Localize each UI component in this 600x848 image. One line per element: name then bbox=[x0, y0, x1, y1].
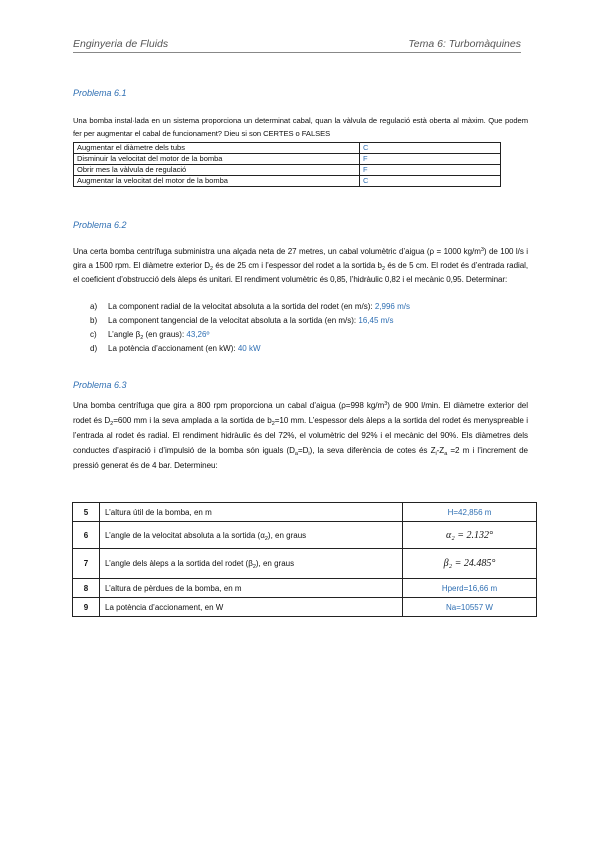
answer-cell: C bbox=[360, 176, 501, 187]
answer-cell: Hperd=16,66 m bbox=[403, 579, 537, 598]
problem-3-statement: Una bomba centrífuga que gira a 800 rpm proporciona un cabal d’aigua (ρ=998 $kg/m^3$) de 900 l/min. El diàmetre exterior del rodet és $D_2=600$ mm i la seva amplada a la sortida de $b_2=10$ mm. L’espessor dels àleps a la sortida del rodet és menyspreable i l’entrada al rodet és radial. El rendiment hidràulic és del 72%, el volumètric del 92% i el mecànic del 90%. Els diàmetres dels conductes d’aspiració i d’impulsió de la bomba són iguals $(D_a=D_i)$, la seva diferència de cotes és $Z_i-Z_a =2$ m i l’increment de pressió generat és de 4 bar. Determineu: bbox=[73, 401, 528, 470]
table-row: 7 L’angle dels àleps a la sortida del rodet $(\beta_2)$, en graus β₂ = 24.485° bbox=[73, 549, 537, 579]
answer-cell: β₂ = 24.485° bbox=[403, 549, 537, 579]
problem-2-statement: Una certa bomba centrífuga subministra una alçada neta de 27 metres, un cabal volumètric d’aigua (ρ = 1000 $kg/m^3$) de 100 l/s i gira a 1500 rpm. El diàmetre exterior $D_2$ és de 25 cm i l’espessor del rodet a la sortida $b_2$ és de 5 cm. El rodet és d’entrada radial, el coeficient d’obstrucció dels àleps és unitari. El rendiment volumètric és 0,85, l’hidràulic 0,82 i el mecànic 0,95. Determinar: bbox=[73, 247, 528, 284]
problem-2-title: Problema 6.2 bbox=[73, 220, 127, 230]
statement-cell: Augmentar el diàmetre dels tubs bbox=[74, 143, 360, 154]
answer-cell: F bbox=[360, 154, 501, 165]
table-row: 9 La potència d’accionament, en W Na=10557 W bbox=[73, 598, 537, 617]
problem-1-title: Problema 6.1 bbox=[73, 88, 127, 98]
header-divider bbox=[73, 52, 521, 53]
table-row bbox=[74, 165, 501, 176]
table-row: 8 L’altura de pèrdues de la bomba, en m Hperd=16,66 m bbox=[73, 579, 537, 598]
statement-cell: Disminuir la velocitat del motor de la bomba bbox=[74, 154, 360, 165]
answer-cell: F bbox=[360, 165, 501, 176]
page-header bbox=[73, 38, 521, 52]
statement-cell: Augmentar la velocitat del motor de la bomba bbox=[74, 176, 360, 187]
problem-1-statement: Una bomba instal·lada en un sistema proporciona un determinat cabal, quan la vàlvula de regulació està oberta al màxim. Que podem fer per augmentar el cabal de funcionament? Dieu si son CERTES o FALSES bbox=[73, 116, 528, 138]
table-row bbox=[74, 154, 501, 165]
answer-cell: Na=10557 W bbox=[403, 598, 537, 617]
answer: 16,45 m/s bbox=[358, 316, 394, 325]
answer-cell: α₂ = 2.132° bbox=[403, 522, 537, 549]
table-row bbox=[74, 176, 501, 187]
document-page: Enginyeria de Fluids Tema 6: Turbomàquines Problema 6.1 Una bomba instal·lada en un sistema proporciona un determinat cabal, quan la vàlvula de regulació està oberta al màxim. Que podem fer per augmentar el cabal de funcionament? Dieu si son CERTES o FALSES Augmentar el diàmetre dels tubs C Disminuir la velocitat del motor de la bomba F Obrir mes la vàlvula de regulació F Augmentar la velocitat del motor de la bomba C Problema 6.2 Una certa bomba centrífuga subministra una alçada neta de 27 metres, un cabal volumètric d’aigua (ρ = 1000 $kg/m^3$) de 100 l/s i gira a 1500 rpm. El diàmetre exterior $D_2$ és de 25 cm i l’espessor del rodet a la sortida $b_2$ és de 5 cm. El rodet és d’entrada radial, el coeficient d’obstrucció dels àleps és unitari. El rendiment volumètric és 0,85, l’hidràulic 0,82 i el mecànic 0,95. Determinar: a) La component radial de la velocitat absoluta a la sortida del rodet (en m/s): 2,996 m/s b) La component tangencial de la velocitat absoluta a la sortida (en m/s): 16,45 m/s c) L’angle $\beta_2$ (en graus): 43,26º d) La potència d’accionament (en kW): 40 kW Problema 6.3 Una bomba centrífuga que gira a 800 rpm proporciona un cabal d’aigua (ρ=998 $kg/m^3$) de 900 l/min. El diàmetre exterior del rodet és $D_2=600$ mm i la seva amplada a la sortida de $b_2=10$ mm. L’espessor dels àleps a la sortida del rodet és menyspreable i l’entrada al rodet és radial. El rendiment hidràulic és del 72%, el volumètric del 92% i el mecànic del 90%. Els diàmetres dels conductes d’aspiració i d’impulsió de la bomba són iguals $(D_a=D_i)$, la seva diferència de cotes és $Z_i-Z_a =2$ m i l’increment de pressió generat és de 4 bar. Determineu: 5 L’altura útil de la bomba, en m H=42,856 m 6 L’angle de la velocitat absoluta a la sortida $(\alpha_2)$, en graus α₂ = 2.132° 7 L’angle dels àleps a la sortida del rodet $(\beta_2)$, en graus β₂ = 24.485° 8 L’altura de pèrdues de la bomba, en m Hperd=16,66 m 9 La potència d’accionament, en W Na=10557 W bbox=[0, 0, 600, 848]
answer: 43,26º bbox=[186, 330, 210, 339]
statement-cell: Obrir mes la vàlvula de regulació bbox=[74, 165, 360, 176]
header-topic: Tema 6: Turbomàquines bbox=[408, 38, 521, 50]
answer: 2,996 m/s bbox=[374, 302, 410, 311]
answer-cell: C bbox=[360, 143, 501, 154]
header-course: Enginyeria de Fluids bbox=[73, 38, 169, 50]
problem-1-table bbox=[73, 142, 501, 187]
table-row: 5 L’altura útil de la bomba, en m H=42,856 m bbox=[73, 503, 537, 522]
table-row: 6 L’angle de la velocitat absoluta a la sortida $(\alpha_2)$, en graus α₂ = 2.132° bbox=[73, 522, 537, 549]
table-row bbox=[74, 143, 501, 154]
answer: 40 kW bbox=[237, 344, 261, 353]
answer-cell: H=42,856 m bbox=[403, 503, 537, 522]
problem-3-title: Problema 6.3 bbox=[73, 380, 127, 390]
problem-3-table bbox=[72, 502, 537, 617]
